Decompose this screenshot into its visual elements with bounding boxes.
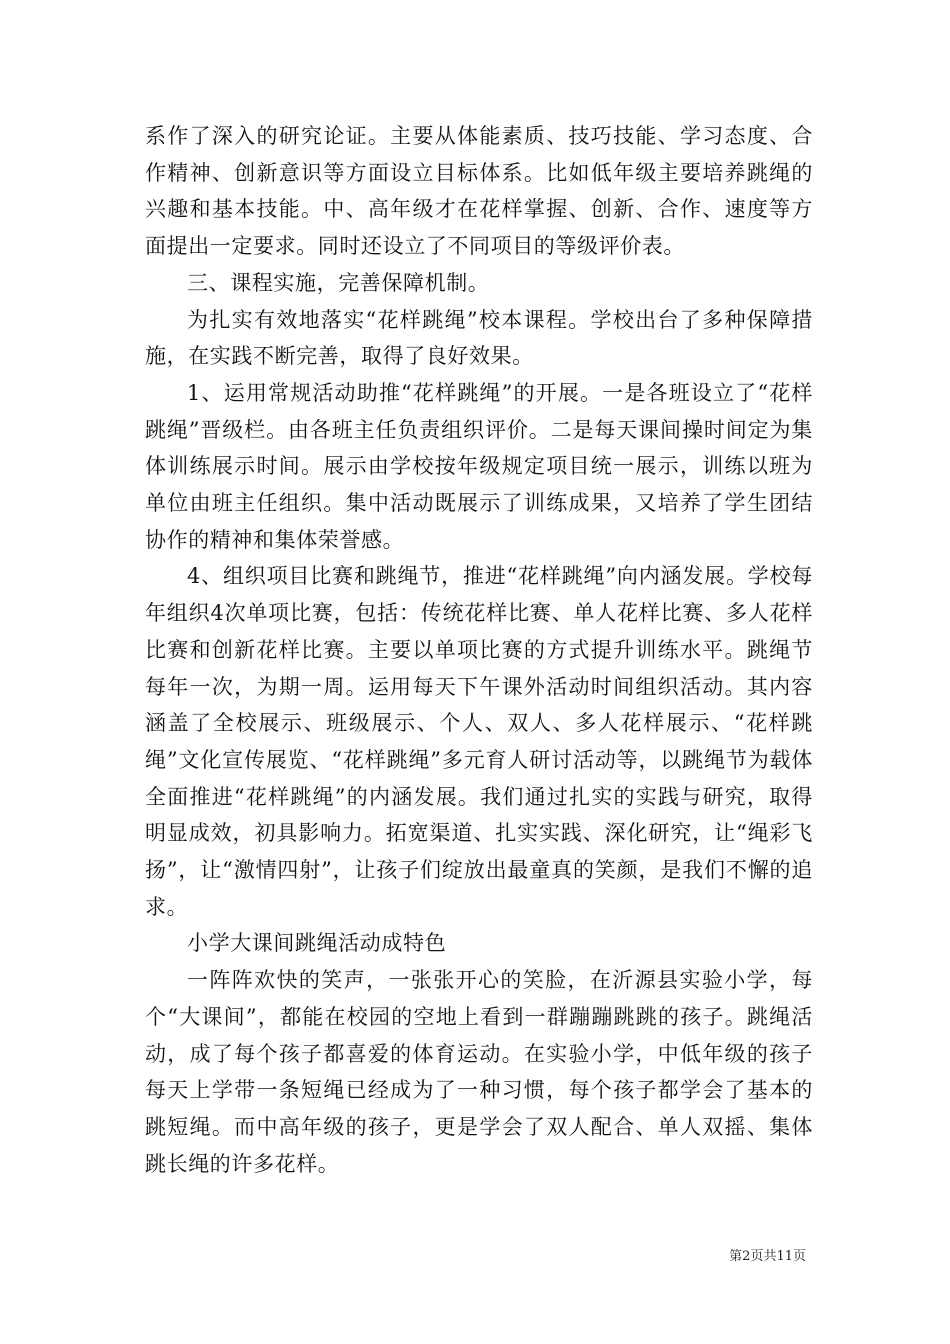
page-number: 第2页共11页 xyxy=(729,1249,806,1264)
paragraph-continued: 系作了深入的研究论证。主要从体能素质、技巧技能、学习态度、合作精神、创新意识等方面设立目标体系。比如低年级主要培养跳绳的兴趣和基本技能。中、高年级才在花样掌握、创新、合作、速度等方面提出一定要求。同时还设立了不同项目的等级评价表。 xyxy=(145,124,813,259)
section-heading: 三、课程实施，完善保障机制。 xyxy=(187,270,490,295)
paragraph: 为扎实有效地落实“花样跳绳”校本课程。学校出台了多种保障措施，在实践不断完善，取得了良好效果。 xyxy=(145,307,813,369)
paragraph: 4、组织项目比赛和跳绳节，推进“花样跳绳”向内涵发展。学校每年组织4次单项比赛，包括：传统花样比赛、单人花样比赛、多人花样比赛和创新花样比赛。主要以单项比赛的方式提升训练水平。跳绳节每年一次，为期一周。运用每天下午课外活动时间组织活动。其内容涵盖了全校展示、班级展示、个人、双人、多人花样展示、“花样跳绳”文化宣传展览、“花样跳绳”多元育人研讨活动等，以跳绳节为载体全面推进“花样跳绳”的内涵发展。我们通过扎实的实践与研究，取得明显成效，初具影响力。拓宽渠道、扎实实践、深化研究，让“绳彩飞扬”，让“激情四射”，让孩子们绽放出最童真的笑颜，是我们不懈的追求。 xyxy=(145,564,813,919)
paragraph: 一阵阵欢快的笑声，一张张开心的笑脸，在沂源县实验小学，每个“大课间”，都能在校园的空地上看到一群蹦蹦跳跳的孩子。跳绳活动，成了每个孩子都喜爱的体育运动。在实验小学，中低年级的孩子每天上学带一条短绳已经成为了一种习惯，每个孩子都学会了基本的跳短绳。而中高年级的孩子，更是学会了双人配合、单人双摇、集体跳长绳的许多花样。 xyxy=(145,968,813,1176)
article-title: 小学大课间跳绳活动成特色 xyxy=(187,931,447,956)
paragraph: 1、运用常规活动助推“花样跳绳”的开展。一是各班设立了“花样跳绳”晋级栏。由各班主任负责组织评价。二是每天课间操时间定为集体训练展示时间。展示由学校按年级规定项目统一展示，训练以班为单位由班主任组织。集中活动既展示了训练成果，又培养了学生团结协作的精神和集体荣誉感。 xyxy=(145,380,813,552)
body-text xyxy=(145,118,813,1182)
